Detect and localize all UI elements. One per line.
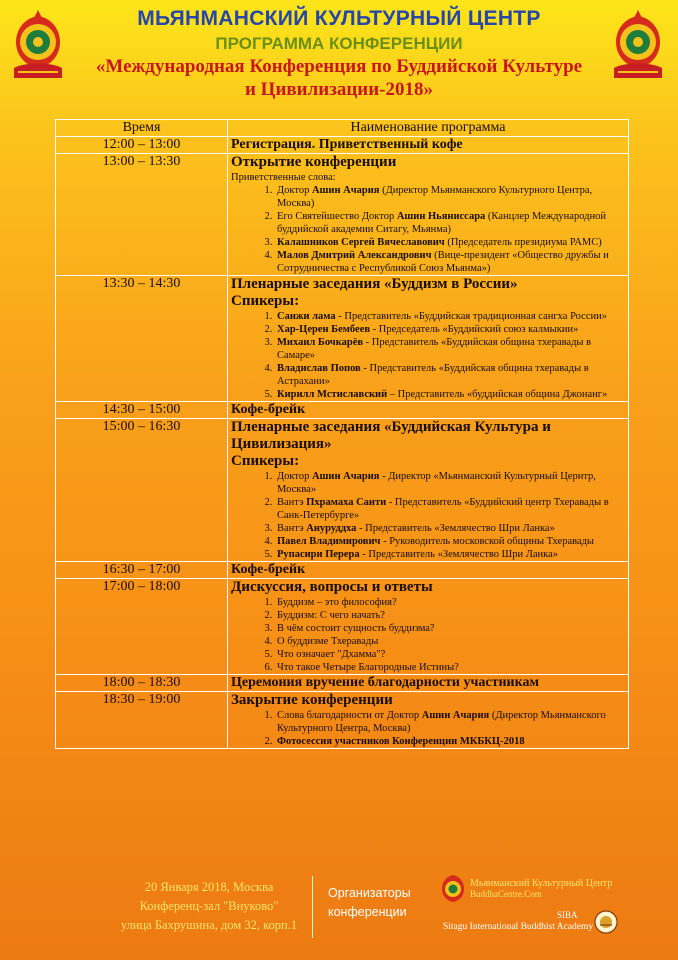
list-item: 4. Владислав Попов - Представитель «Буддийская община тхеравады в Астрахани» [275, 362, 625, 388]
speakers-heading: Спикеры: [231, 453, 300, 469]
table-row [56, 675, 629, 692]
list-item: 4. О буддизме Тхеравады [275, 635, 625, 648]
session-title: Пленарные заседания «Буддизм в России» [231, 276, 518, 292]
list-item: 3. Вантэ Ануруддха - Представитель «Землячество Шри Ланка» [275, 522, 625, 535]
session-time: 14:30 – 15:00 [56, 402, 228, 419]
table-row [56, 137, 629, 154]
conference-name-line2: и Цивилизации-2018» [244, 79, 434, 100]
table-header-row [56, 120, 629, 137]
organizer-2-name: Sitagu International Buddhist Academy [443, 922, 594, 932]
table-row [56, 419, 629, 562]
list-item: 3. Калашников Сергей Вячеславович (Председатель президиума РАМС) [275, 236, 625, 249]
header [0, 6, 678, 101]
session-title: Церемония вручение благодарности участникам [231, 675, 539, 690]
session-time: 17:00 – 18:00 [56, 579, 228, 675]
list-item: 2. Фотосессия участников Конференции МКБКЦ-2018 [275, 735, 625, 748]
conference-name-line1: «Международная Конференция по Буддийской Культуре [95, 56, 583, 77]
session-title: Регистрация. Приветственный кофе [231, 137, 463, 152]
list-item: 5. Кирилл Мстиславский – Представитель «буддийская община Джонанг» [275, 388, 625, 401]
speakers-heading: Спикеры: [231, 293, 300, 309]
list-item: 4. Малов Дмитрий Александрович (Вице-президент «Общество дружбы и Сотрудничества с Республикой Союз Мьянма») [275, 249, 625, 275]
session-title: Кофе-брейк [231, 402, 306, 417]
list-item: 6. Что такое Четыре Благородные Истины? [275, 661, 625, 674]
session-title: Пленарные заседания «Буддийская Культура и Цивилизация» [231, 419, 551, 452]
siba-logo-icon [594, 910, 618, 934]
session-time: 15:00 – 16:30 [56, 419, 228, 562]
session-time: 18:30 – 19:00 [56, 692, 228, 749]
organizer-2-abbr: SIBA [557, 910, 578, 920]
list-item: 4. Павел Владимирович - Руководитель московской общины Тхеравады [275, 535, 625, 548]
session-title: Закрытие конференции [231, 692, 393, 708]
list-item: 5. Рупасири Перера - Представитель «Землячество Шри Ланка» [275, 548, 625, 561]
event-venue: Конференц-зал "Внуково" [139, 899, 279, 913]
table-row [56, 562, 629, 579]
session-time: 13:30 – 14:30 [56, 276, 228, 402]
column-header-time: Время [56, 120, 228, 137]
table-row [56, 402, 629, 419]
session-time: 13:00 – 13:30 [56, 154, 228, 276]
event-address: улица Бахрушина, дом 32, корп.1 [120, 918, 298, 932]
list-item: 3. Михаил Бочкарёв - Представитель «Буддийская община тхеравады в Самаре» [275, 336, 625, 362]
table-row [56, 579, 629, 675]
list-item: 2. Вантэ Пхрамаха Санти - Представитель «Буддийский центр Тхеравады в Санк-Петербурге» [275, 496, 625, 522]
session-time: 18:00 – 18:30 [56, 675, 228, 692]
list-item: 2. Буддизм: С чего начать? [275, 609, 625, 622]
organizer-1-url: BuddhaCentre.Com [470, 889, 542, 899]
session-title: Открытие конференции [231, 154, 397, 170]
myanmar-center-logo-icon [440, 874, 466, 904]
list-item: 5. Что означает "Дхамма"? [275, 648, 625, 661]
list-item: 3. В чём состоит сущность буддизма? [275, 622, 625, 635]
program-table [55, 119, 629, 749]
footer-divider [312, 876, 313, 938]
list-item: 1. Слова благодарности от Доктор Ашин Ачария (Директор Мьянманского Культурного Центра, Москва) [275, 709, 625, 735]
event-date: 20 Января 2018, Москва [144, 880, 274, 894]
list-item: 1. Санжи лама - Представитель «Буддийская традиционная сангха России» [275, 310, 625, 323]
column-header-program: Наименование программа [228, 120, 629, 137]
list-item: 1. Доктор Ашин Ачария - Директор «Мьянманский Культурный Цернтр, Москва» [275, 470, 625, 496]
list-item: 2. Его Святейшество Доктор Ашин Ньяниссара (Канцлер Международной буддийской академии Ситагу, Мьянма) [275, 210, 625, 236]
table-row [56, 692, 629, 749]
list-item: 2. Хар-Церен Бембеев - Председатель «Буддийский союз калмыкии» [275, 323, 625, 336]
organizer-1-name: Мьянманский Культурный Центр [470, 878, 613, 889]
table-row [56, 276, 629, 402]
session-title: Дискуссия, вопросы и ответы [231, 579, 433, 595]
page-title: МЬЯНМАНСКИЙ КУЛЬТУРНЫЙ ЦЕНТР [137, 7, 541, 30]
list-item: 1. Доктор Ашин Ачария (Директор Мьянманского Культурного Центра, Москва) [275, 184, 625, 210]
event-details [110, 878, 308, 935]
organizers-label: Организаторы конференции [328, 886, 411, 919]
session-time: 16:30 – 17:00 [56, 562, 228, 579]
session-title: Кофе-брейк [231, 562, 306, 577]
table-row [56, 154, 629, 276]
page-subtitle: ПРОГРАММА КОНФЕРЕНЦИИ [215, 34, 463, 53]
list-item: 1. Буддизм – это философия? [275, 596, 625, 609]
session-time: 12:00 – 13:00 [56, 137, 228, 154]
session-intro: Приветственные слова: [231, 172, 336, 183]
